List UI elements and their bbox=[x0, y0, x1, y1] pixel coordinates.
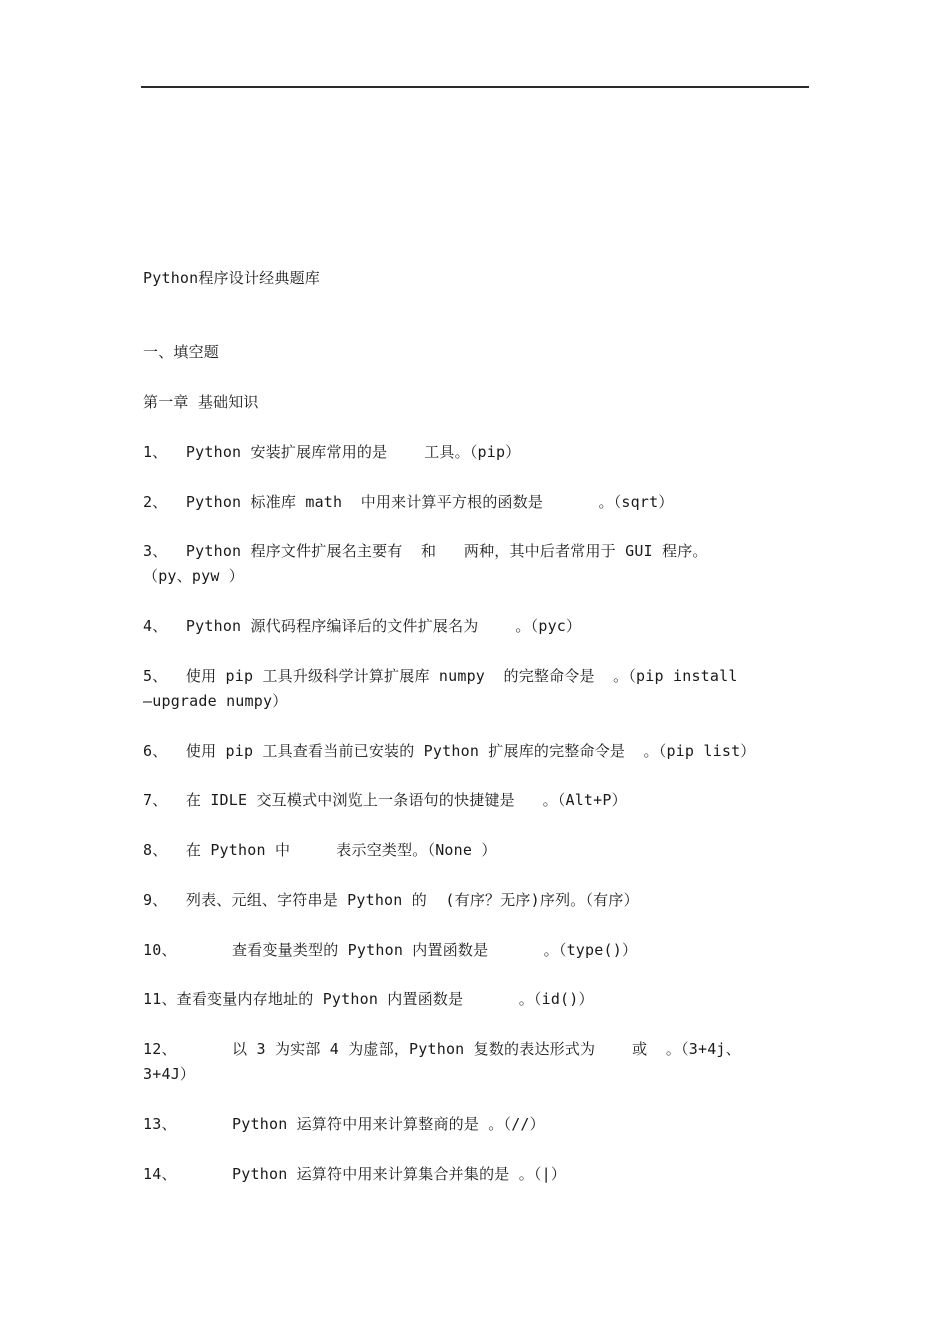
question-item: 9、 列表、元组、字符串是 Python 的 (有序？无序)序列。（有序） bbox=[143, 891, 639, 909]
chapter-heading: 第一章 基础知识 bbox=[143, 393, 259, 411]
question-item: 1、 Python 安装扩展库常用的是 工具。（pip） bbox=[143, 443, 521, 461]
question-item: 3、 Python 程序文件扩展名主要有 和 两种，其中后者常用于 GUI 程序。 （py、pyw ） bbox=[143, 542, 708, 585]
question-item: 11、查看变量内存地址的 Python 内置函数是 。（id()） bbox=[143, 990, 594, 1008]
section-heading: 一、填空题 bbox=[143, 343, 220, 361]
question-item: 2、 Python 标准库 math 中用来计算平方根的函数是 。（sqrt） bbox=[143, 493, 674, 511]
document-title: Python程序设计经典题库 bbox=[143, 269, 320, 287]
question-item: 8、 在 Python 中 表示空类型。（None ） bbox=[143, 841, 497, 859]
question-item: 12、 以 3 为实部 4 为虚部，Python 复数的表达形式为 或 。（3+4j、 3+4J） bbox=[143, 1040, 741, 1083]
question-item: 6、 使用 pip 工具查看当前已安装的 Python 扩展库的完整命令是 。（pip list） bbox=[143, 742, 756, 760]
question-item: 5、 使用 pip 工具升级科学计算扩展库 numpy 的完整命令是 。（pip install –upgrade numpy） bbox=[143, 667, 738, 710]
question-item: 13、 Python 运算符中用来计算整商的是 。（//） bbox=[143, 1115, 545, 1133]
header-rule bbox=[141, 86, 809, 88]
question-item: 4、 Python 源代码程序编译后的文件扩展名为 。（pyc） bbox=[143, 617, 582, 635]
question-item: 7、 在 IDLE 交互模式中浏览上一条语句的快捷键是 。（Alt+P） bbox=[143, 791, 627, 809]
question-item: 14、 Python 运算符中用来计算集合并集的是 。（|） bbox=[143, 1165, 567, 1183]
question-item: 10、 查看变量类型的 Python 内置函数是 。（type()） bbox=[143, 941, 638, 959]
